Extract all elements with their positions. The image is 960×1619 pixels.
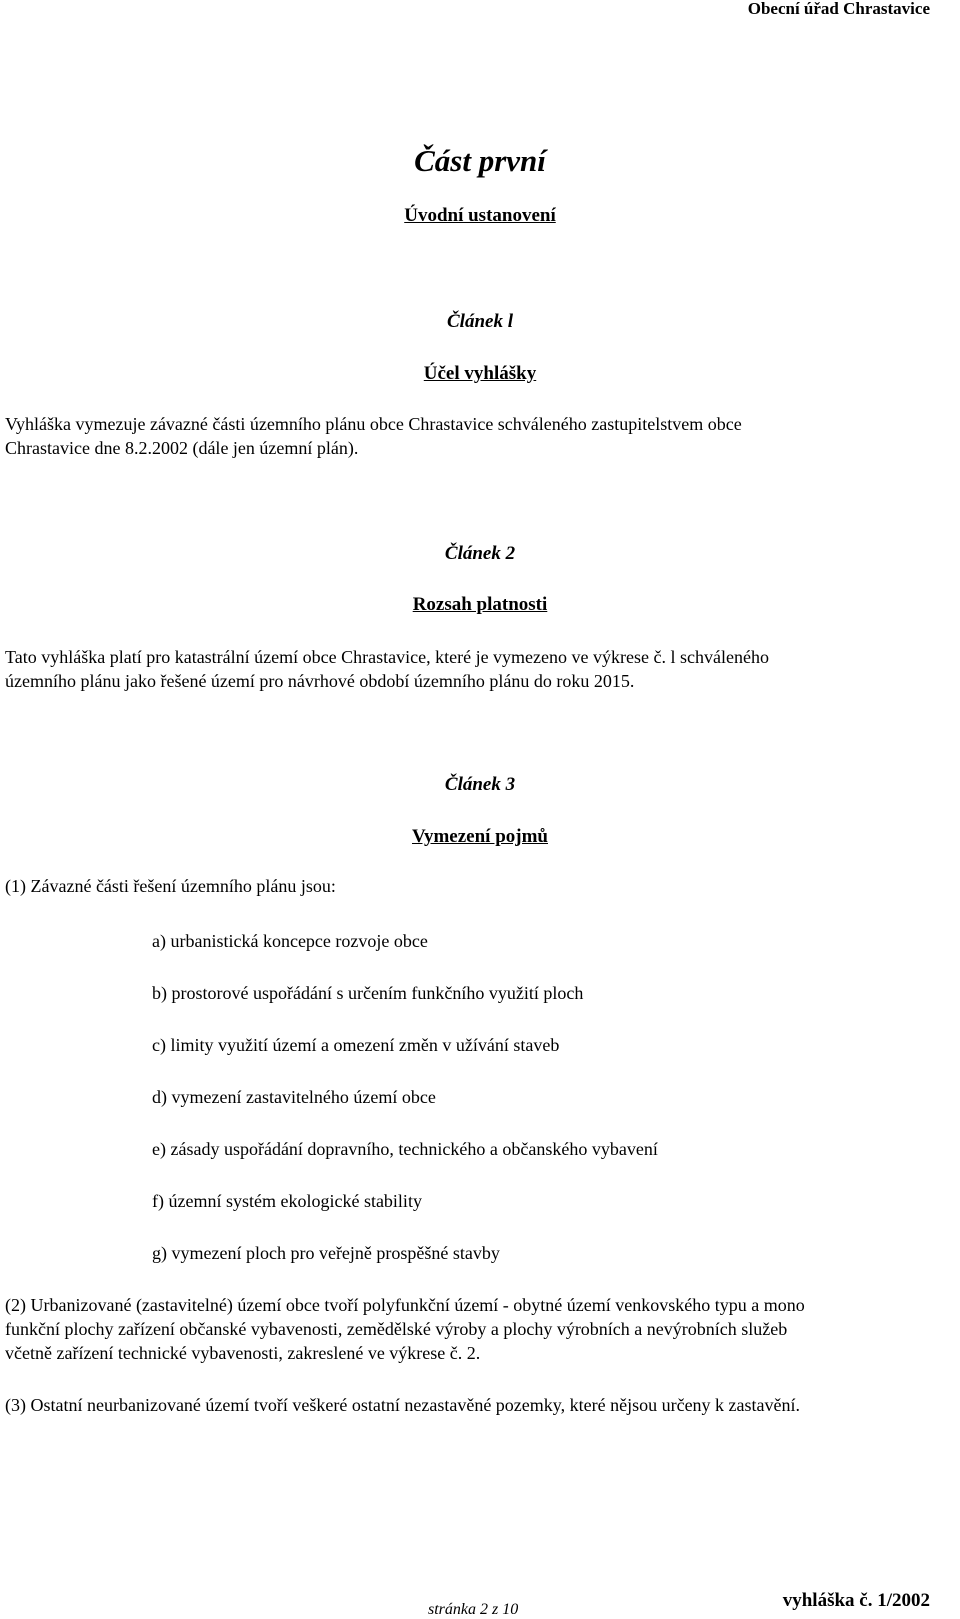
article-1-heading: Účel vyhlášky bbox=[423, 363, 537, 384]
article-1-title: Článek l bbox=[447, 311, 513, 332]
article-1-text-line: Vyhláška vymezuje závazné části územního plánu obce Chrastavice schváleného zastupitelstvem obce bbox=[5, 414, 742, 434]
part-subtitle: Úvodní ustanovení bbox=[404, 205, 556, 226]
list-item: f) územní systém ekologické stability bbox=[152, 1191, 422, 1211]
part-title: Část první bbox=[414, 143, 546, 178]
list-item: d) vymezení zastavitelného území obce bbox=[152, 1087, 436, 1107]
list-item: c) limity využití území a omezení změn v užívání staveb bbox=[152, 1035, 560, 1055]
article-2-text-line: Tato vyhláška platí pro katastrální území obce Chrastavice, které je vymezeno ve výkrese č. l schváleného bbox=[5, 647, 769, 667]
article-3-paragraph-3: (3) Ostatní neurbanizované území tvoří veškeré ostatní nezastavěné pozemky, které nějsou určeny k zastavění. bbox=[5, 1395, 801, 1415]
article-2-heading: Rozsah platnosti bbox=[412, 594, 548, 615]
article-3-heading: Vymezení pojmů bbox=[412, 826, 548, 847]
list-item: b) prostorové uspořádání s určením funkčního využití ploch bbox=[152, 983, 584, 1003]
article-3-intro: (1) Závazné části řešení územního plánu jsou: bbox=[5, 876, 336, 896]
article-3-paragraph-2-line: funkční plochy zařízení občanské vybavenosti, zemědělské výroby a plochy výrobních a nevýrobních služeb bbox=[5, 1319, 788, 1339]
header-organization: Obecní úřad Chrastavice bbox=[747, 0, 930, 18]
list-item: e) zásady uspořádání dopravního, technického a občanského vybavení bbox=[152, 1139, 658, 1159]
article-3-title: Článek 3 bbox=[444, 774, 516, 795]
article-3-paragraph-2-line: (2) Urbanizované (zastavitelné) území obce tvoří polyfunkční území - obytné území venkovského typu a mono bbox=[5, 1295, 805, 1315]
footer-page-number: stránka 2 z 10 bbox=[428, 1601, 519, 1618]
article-2-text-line: územního plánu jako řešené území pro návrhové období územního plánu do roku 2015. bbox=[5, 671, 635, 691]
article-2-title: Článek 2 bbox=[444, 543, 516, 564]
article-3-paragraph-2-line: včetně zařízení technické vybavenosti, zakreslené ve výkrese č. 2. bbox=[5, 1343, 481, 1363]
list-item: a) urbanistická koncepce rozvoje obce bbox=[152, 931, 428, 951]
article-1-text-line: Chrastavice dne 8.2.2002 (dále jen územní plán). bbox=[5, 438, 359, 458]
list-item: g) vymezení ploch pro veřejně prospěšné stavby bbox=[152, 1243, 500, 1263]
footer-document-number: vyhláška č. 1/2002 bbox=[782, 1590, 930, 1611]
